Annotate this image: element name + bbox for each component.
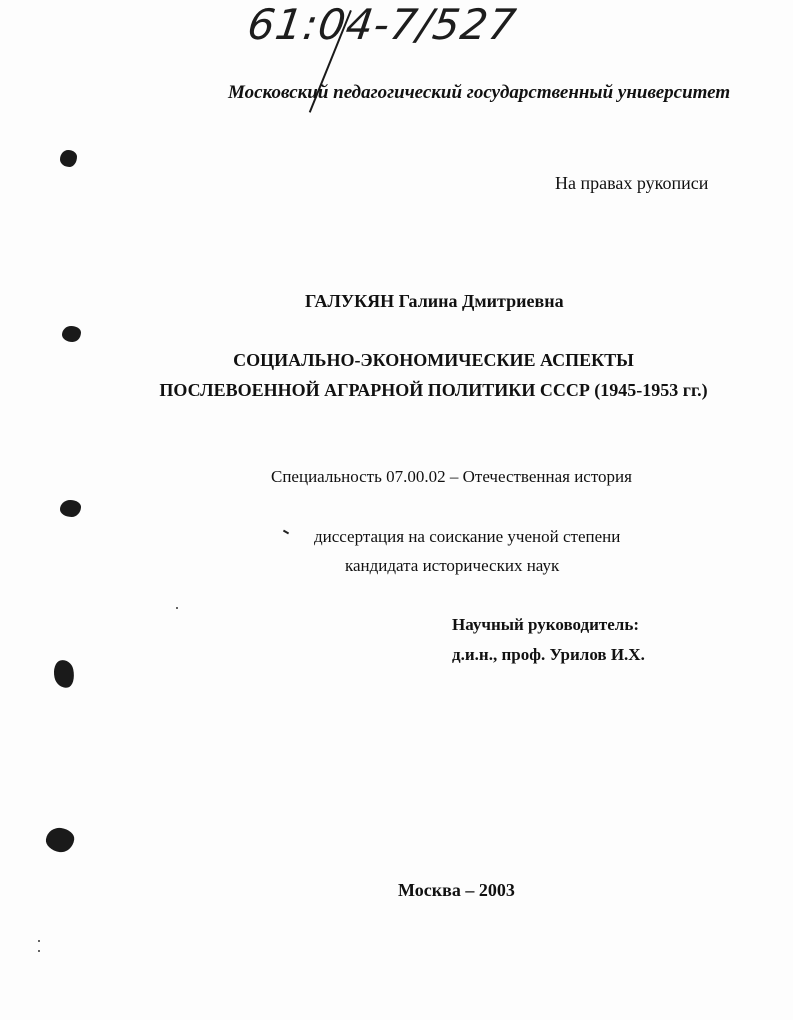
binding-hole-blot xyxy=(60,500,81,517)
stray-mark xyxy=(283,530,289,535)
binding-hole-blot xyxy=(60,150,77,167)
binding-hole-blot xyxy=(62,326,81,342)
advisor-name: д.и.н., проф. Урилов И.Х. xyxy=(452,645,645,664)
advisor-label: Научный руководитель: xyxy=(452,615,639,634)
title-line-2: ПОСЛЕВОЕННОЙ АГРАРНОЙ ПОЛИТИКИ СССР (1945-1953 гг.) xyxy=(159,380,708,400)
binding-hole-blot xyxy=(44,826,75,854)
archive-number: 61:04-7/527 xyxy=(244,0,520,49)
speck xyxy=(38,940,40,942)
university-name: Московский педагогический государственный университет xyxy=(228,82,731,103)
city-year: Москва – 2003 xyxy=(398,880,515,900)
rights-note: На правах рукописи xyxy=(555,173,709,193)
author-name: ГАЛУКЯН Галина Дмитриевна xyxy=(305,291,564,311)
specialty: Специальность 07.00.02 – Отечественная история xyxy=(271,467,632,486)
binding-hole-blot xyxy=(51,658,76,690)
speck xyxy=(38,950,40,952)
dissertation-line-1: диссертация на соискание ученой степени xyxy=(314,527,621,546)
dissertation-line-2: кандидата исторических наук xyxy=(345,556,560,575)
speck xyxy=(176,607,178,609)
title-line-1: СОЦИАЛЬНО-ЭКОНОМИЧЕСКИЕ АСПЕКТЫ xyxy=(233,350,634,370)
